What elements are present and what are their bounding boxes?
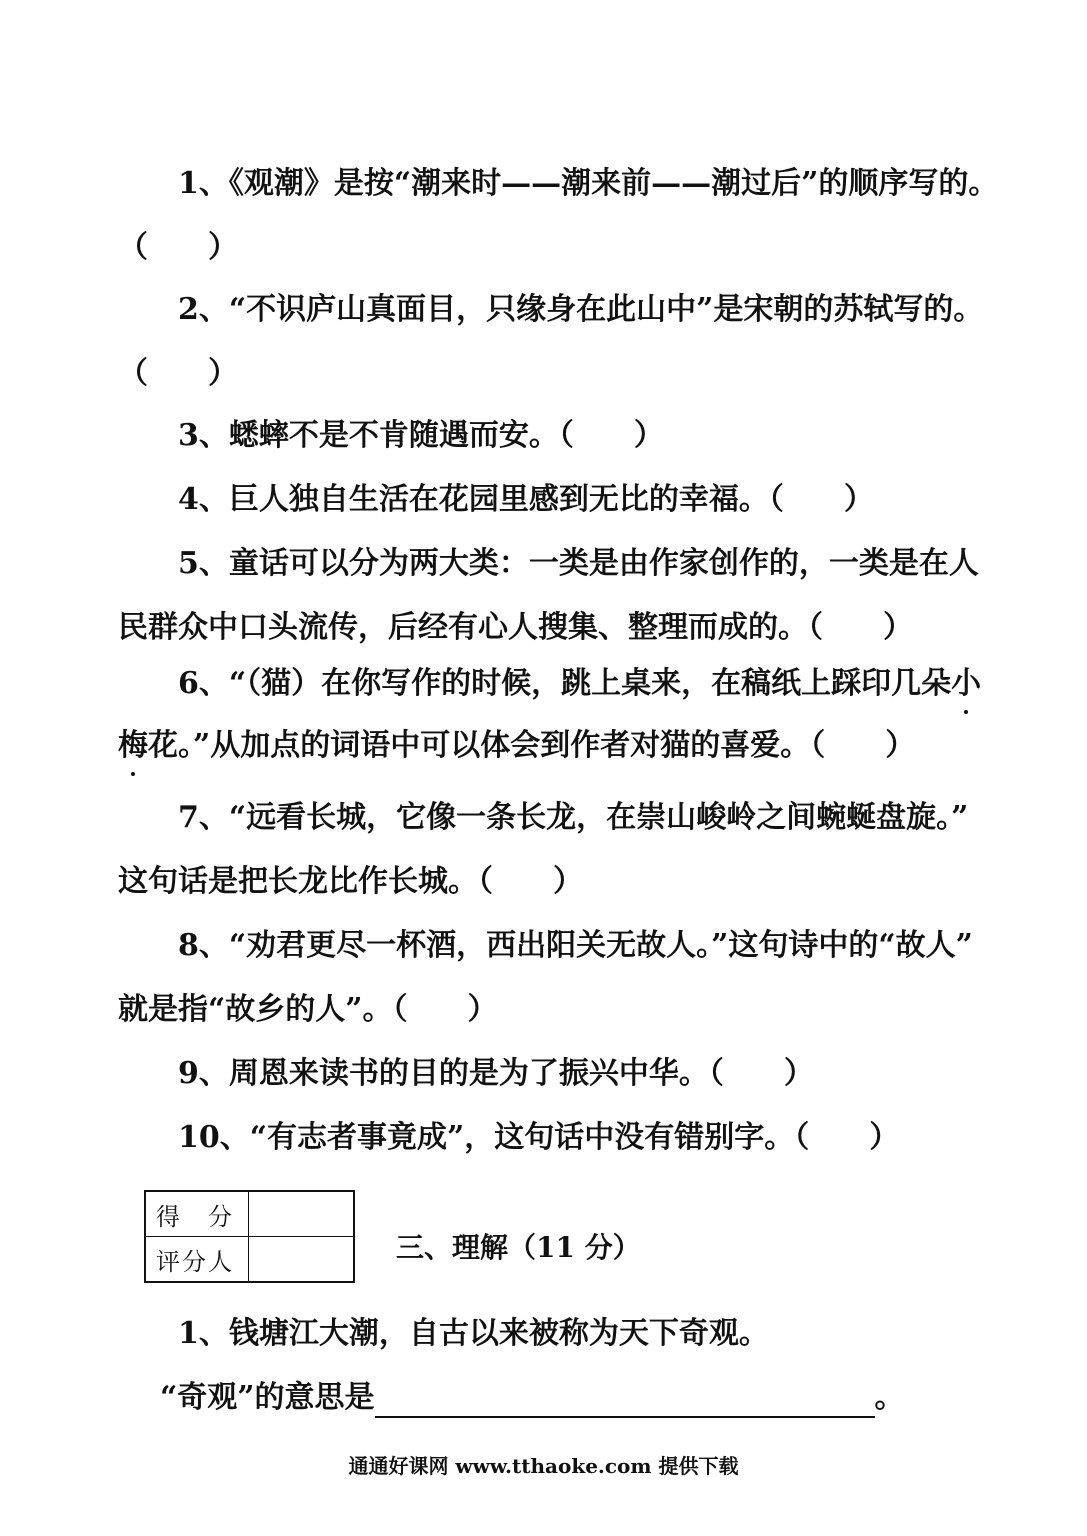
item-6-line2-text: 花。”从加点的词语中可以体会到作者对猫的喜爱。（ ） <box>148 728 916 763</box>
item-6-line2 <box>118 726 915 766</box>
section-title: 三、理解（11 分） <box>396 1231 641 1264</box>
item-2-answer-paren[interactable]: （ ） <box>118 356 238 391</box>
score-cell[interactable] <box>249 1191 355 1237</box>
item-2-line1: 2、“不识庐山真面目，只缘身在此山中”是宋朝的苏轼写的。 <box>178 292 984 327</box>
item-1-line1: 1、《观潮》是按“潮来时——潮来前——潮过后”的顺序写的。 <box>178 166 999 201</box>
comprehension-q1-prompt: “奇观”的意思是 <box>160 1380 375 1415</box>
item-10-line1: 10、“有志者事竟成”，这句话中没有错别字。（ ） <box>178 1120 900 1155</box>
item-7-line2: 这句话是把长龙比作长城。（ ） <box>118 864 583 899</box>
grader-label: 评分人 <box>145 1237 249 1283</box>
item-6-dotted-char-2: 梅 <box>118 726 148 766</box>
item-6-line1 <box>178 664 981 704</box>
answer-blank[interactable] <box>375 1382 875 1418</box>
item-8-line2: 就是指“故乡的人”。（ ） <box>118 992 498 1027</box>
comprehension-q1-prompt-line <box>160 1378 905 1418</box>
item-4-line1: 4、巨人独自生活在花园里感到无比的幸福。（ ） <box>178 482 874 517</box>
item-8-line1: 8、“劝君更尽一杯酒，西出阳关无故人。”这句诗中的“故人” <box>178 928 973 963</box>
item-5-line1: 5、童话可以分为两大类：一类是由作家创作的，一类是在人 <box>178 546 979 581</box>
comprehension-q1: 1、钱塘江大潮，自古以来被称为天下奇观。 <box>178 1316 769 1351</box>
footer: 通通好课网 www.tthaoke.com 提供下载 <box>348 1454 739 1478</box>
item-3-line1: 3、蟋蟀不是不肯随遇而安。（ ） <box>178 418 664 453</box>
item-5-line2: 民群众中口头流传，后经有心人搜集、整理而成的。（ ） <box>118 610 913 645</box>
grader-cell[interactable] <box>249 1237 355 1283</box>
score-label: 得 分 <box>145 1191 249 1237</box>
item-9-line1: 9、周恩来读书的目的是为了振兴中华。（ ） <box>178 1056 814 1091</box>
item-1-answer-paren[interactable]: （ ） <box>118 230 238 265</box>
score-table <box>144 1190 355 1283</box>
comprehension-q1-end: 。 <box>874 1380 905 1415</box>
item-6-line1-text: 6、“（猫）在你写作的时候，跳上桌来，在稿纸上踩印几朵 <box>178 666 952 701</box>
item-7-line1: 7、“远看长城，它像一条长龙，在崇山峻岭之间蜿蜒盘旋。” <box>178 800 969 835</box>
item-6-dotted-char-1: 小 <box>951 664 981 704</box>
